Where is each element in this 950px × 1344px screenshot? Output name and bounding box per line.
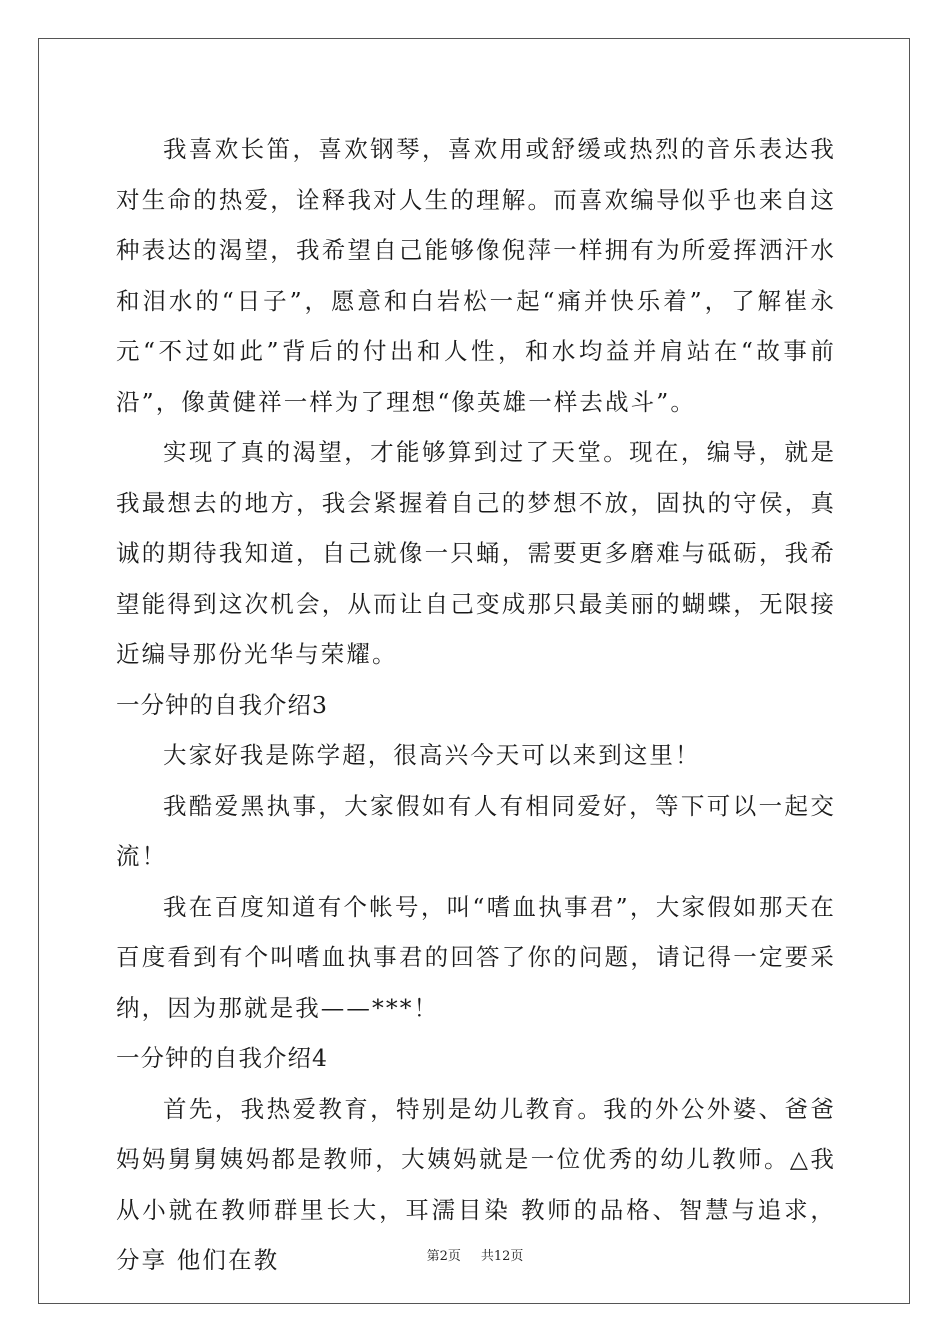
document-body <box>116 124 836 1286</box>
paragraph: 实现了真的渴望，才能够算到过了天堂。现在，编导，就是我最想去的地方，我会紧握着自己的梦想不放，固执的守侯，真诚的期待我知道，自己就像一只蛹，需要更多磨难与砥砺，我希望能得到这次机会，从而让自己变成那只最美丽的蝴蝶，无限接近编导那份光华与荣耀。 <box>116 438 836 668</box>
paragraph: 大家好我是陈学超，很高兴今天可以来到这里！ <box>163 741 701 769</box>
section-heading: 一分钟的自我介绍4 <box>116 1044 328 1072</box>
paragraph: 我喜欢长笛，喜欢钢琴，喜欢用或舒缓或热烈的音乐表达我对生命的热爱，诠释我对人生的理解。而喜欢编导似乎也来自这种表达的渴望，我希望自己能够像倪萍一样拥有为所爱挥洒汗水和泪水的“日子”，愿意和白岩松一起“痛并快乐着”，了解崔永元“不过如此”背后的付出和人性，和水均益并肩站在“故事前沿”，像黄健祥一样为了理想“像英雄一样去战斗”。 <box>116 135 836 416</box>
paragraph: 首先，我热爱教育，特别是幼儿教育。我的外公外婆、爸爸妈妈舅舅姨妈都是教师，大姨妈就是一位优秀的幼儿教师。△我从小就在教师群里长大，耳濡目染 教师的品格、智慧与追求，分享 他们在教 <box>116 1094 836 1274</box>
page-footer <box>0 1245 950 1264</box>
page-total: 共12页 <box>480 1249 524 1264</box>
section-heading: 一分钟的自我介绍3 <box>116 690 328 719</box>
page-number: 第2页 <box>426 1249 461 1264</box>
paragraph: 我在百度知道有个帐号，叫“嗜血执事君”，大家假如那天在百度看到有个叫嗜血执事君的回答了你的问题，请记得一定要采纳，因为那就是我——***！ <box>116 892 836 1022</box>
paragraph: 我酷爱黑执事，大家假如有人有相同爱好，等下可以一起交流！ <box>116 791 836 870</box>
